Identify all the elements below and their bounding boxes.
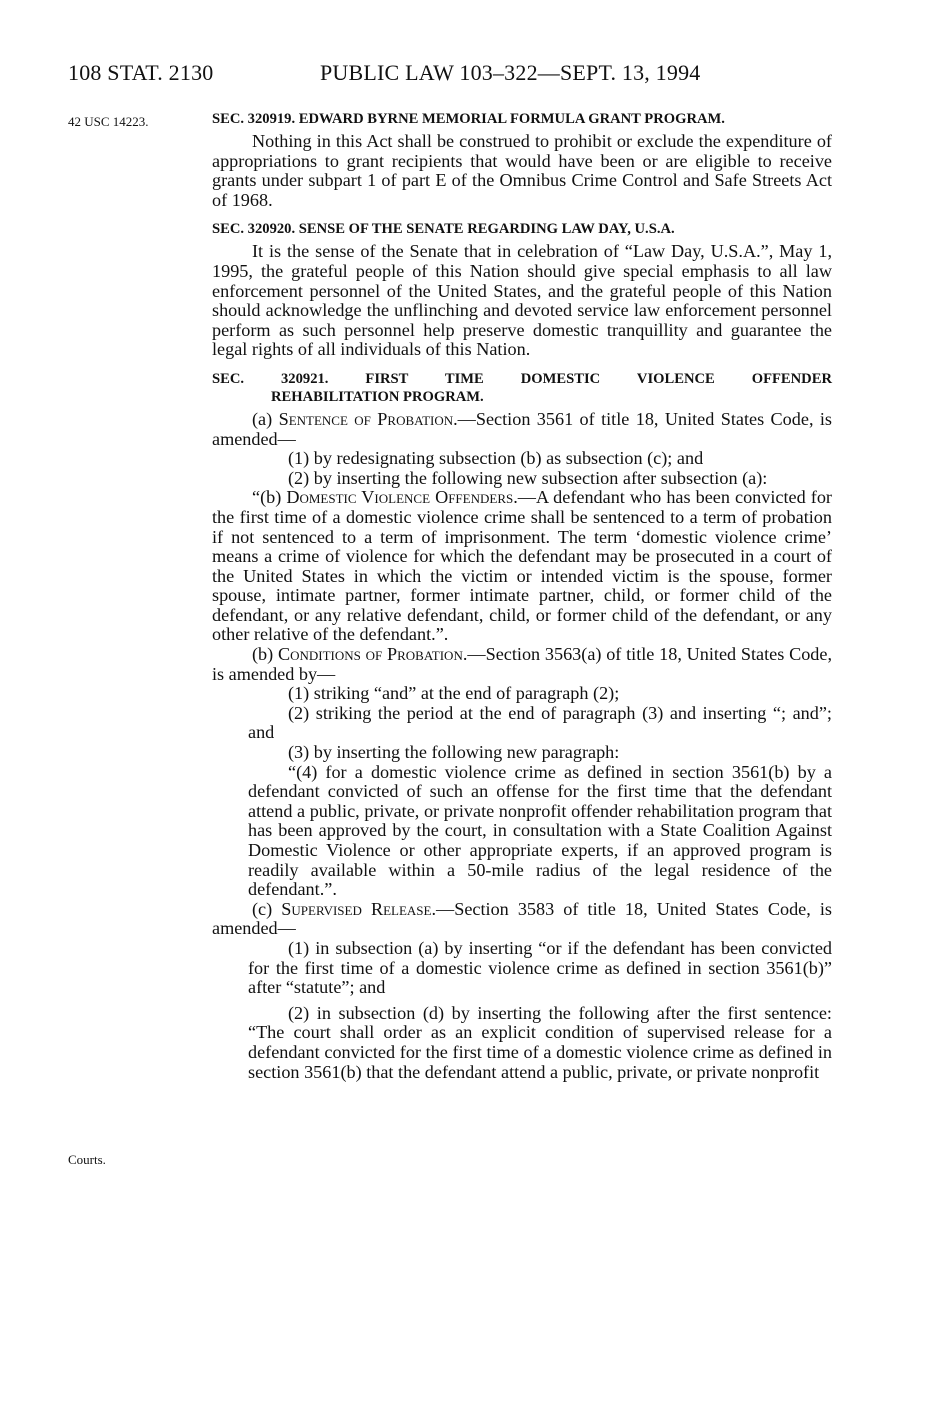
section-heading-320921 [212,370,832,406]
main-text-column [212,110,832,1082]
subsection-a-item-2: (2) by inserting the following new subsection after subsection (a): [288,467,768,488]
subsection-c-title: Supervised Release [281,898,432,919]
subsection-b-quote: “(4) for a domestic violence crime as defined in section 3561(b) by a defendant convicted of such an offense for the first time that the defendant attend a public, private, or private nonprofit offender rehabilitation program that has been approved by the court, in consultation with a State Coalition Against Domestic Violence or other appropriate experts, if an approved program is readily available within a 50-mile radius of the legal residence of the defendant.”. [248,761,832,900]
subsection-a-quote-text: .—A defendant who has been convicted for the first time of a domestic violence crime shall be sentenced to a term of probation if not sentenced to a term of imprisonment. The term ‘domestic violence crime’ means a crime of violence for which the defendant may be prosecuted in a court of the United States in which the victim or intended victim is the spouse, former spouse, intimate partner, former intimate partner, child, or former child of the defendant, or any relative defendant, child, or former child of the defendant, or any other relative of the defendant.”. [212,487,832,645]
subsection-b-item-1: (1) striking “and” at the end of paragraph (2); [288,683,620,704]
stat-citation: 108 STAT. 2130 [68,60,214,85]
subsection-b [212,645,832,684]
subsection-a-quote-title: Domestic Violence Offenders [286,487,514,508]
section-heading-320921-line1: SEC. 320921. FIRST TIME DOMESTIC VIOLENCE OFFENDER [212,370,832,387]
subsection-a-label: (a) [252,408,279,429]
subsection-a [212,410,832,449]
subsection-c-text: .—Section 3583 of title 18, United States Code, is amended— [212,898,833,939]
subsection-b-item-2: (2) striking the period at the end of paragraph (3) and inserting “; and”; and [248,702,832,743]
subsection-c [212,900,832,939]
margin-note-courts: Courts. [68,1152,106,1167]
subsection-a-quote-label: “(b) [252,487,287,508]
subsection-a-text: .—Section 3561 of title 18, United States Code, is amended— [212,408,832,449]
subsection-c-item-2: (2) in subsection (d) by inserting the following after the first sentence: “The court shall order as an explicit condition of supervised release for a defendant convicted for the first time of a domestic violence crime as defined in section 3561(b) that the defendant attend a public, private, or private nonprofit [248,1002,832,1082]
section-heading-320920: SEC. 320920. SENSE OF THE SENATE REGARDING LAW DAY, U.S.A. [212,221,675,238]
subsection-c-item-1: (1) in subsection (a) by inserting “or if the defendant has been convicted for the first time of a domestic violence crime as defined in section 3561(b)” after “statute”; and [248,937,832,998]
subsection-b-item-3: (3) by inserting the following new paragraph: [288,742,620,763]
subsection-b-text: .—Section 3563(a) of title 18, United States Code, is amended by— [212,644,833,684]
subsection-a-title: Sentence of Probation [278,408,454,429]
subsection-c-label: (c) [252,898,282,919]
subsection-b-title: Conditions of Probation [277,644,463,665]
page-header [68,60,700,86]
section-heading-320921-line2: REHABILITATION PROGRAM. [271,388,484,405]
section-body-320919: Nothing in this Act shall be construed to prohibit or exclude the expenditure of appropriations to grant recipients that would have been or are eligible to receive grants under subpart 1 of part E of the Omnibus Crime Control and Safe Streets Act of 1968. [212,131,832,210]
section-heading-320919: SEC. 320919. EDWARD BYRNE MEMORIAL FORMULA GRANT PROGRAM. [212,111,725,127]
public-law-citation: PUBLIC LAW 103–322—SEPT. 13, 1994 [320,60,701,85]
subsection-a-quote [212,488,832,645]
subsection-b-label: (b) [252,644,278,665]
margin-note-usc: 42 USC 14223. [68,114,149,129]
section-body-320920: It is the sense of the Senate that in celebration of “Law Day, U.S.A.”, May 1, 1995, the grateful people of this Nation should give special emphasis to all law enforcement personnel of the United States, and the grateful people of this Nation should acknowledge the unflinching and devoted service law enforcement personnel perform as such personnel help preserve domestic tranquillity and guarantee the legal rights of all individuals of this Nation. [212,241,832,360]
subsection-a-item-1: (1) by redesignating subsection (b) as subsection (c); and [288,448,704,469]
